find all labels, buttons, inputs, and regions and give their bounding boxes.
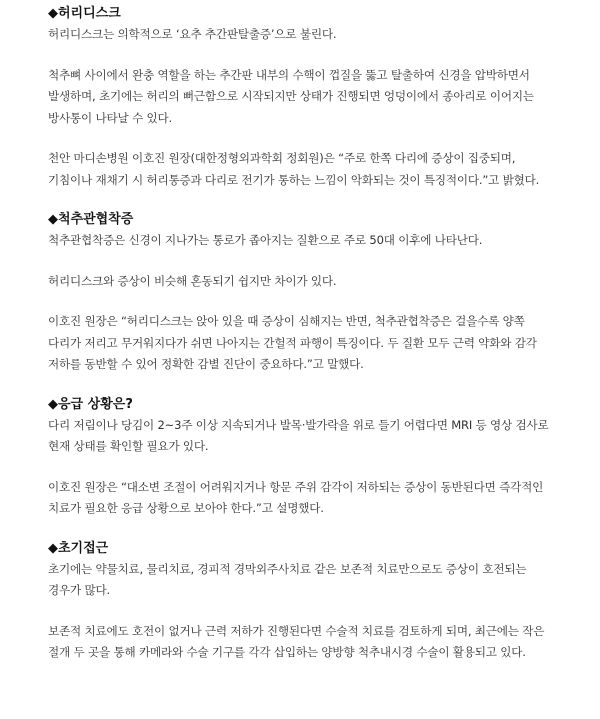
paragraph: 천안 마디손병원 이호진 원장(대한정형외과학회 정회원)은 “주로 한쪽 다리에 증상이 집중되며, 기침이나 재채기 시 허리통증과 다리로 전기가 통하는 느낌이 악화되는 것이 특징적이다.”고 밝혔다. [48, 151, 540, 187]
paragraph: 허리디스크는 의학적으로 ‘요추 추간판탈출증’으로 불린다. [48, 27, 337, 41]
paragraph: 초기에는 약물치료, 물리치료, 경피적 경막외주사치료 같은 보존적 치료만으로도 증상이 호전되는 경우가 많다. [48, 561, 527, 597]
section-heading-initial-approach: ◆초기접근 [48, 540, 109, 556]
section-heading-emergency: ◆응급 상황은? [48, 396, 133, 412]
paragraph: 척추관협착증은 신경이 지나가는 통로가 좁아지는 질환으로 주로 50대 이후에 나타난다. [48, 233, 483, 247]
paragraph: 이호진 원장은 “허리디스크는 앉아 있을 때 증상이 심해지는 반면, 척추관협착증은 걸을수록 양쪽 다리가 저리고 무거워지다가 쉬면 나아지는 간헐적 파행이 특징이다. 두 질환 모두 근력 약화와 감각 저하를 동반할 수 있어 정확한 감별 진단이 중요하다.”고 말했다. [48, 314, 537, 371]
section-heading-disc: ◆허리디스크 [48, 6, 121, 21]
paragraph: 다리 저림이나 당김이 2~3주 이상 지속되거나 발목·발가락을 위로 들기 어렵다면 MRI 등 영상 검사로 현재 상태를 확인할 필요가 있다. [48, 417, 549, 453]
section-heading-stenosis: ◆척추관협착증 [48, 212, 134, 227]
paragraph: 척추뼈 사이에서 완충 역할을 하는 추간판 내부의 수핵이 껍질을 뚫고 탈출하여 신경을 압박하면서 발생하며, 초기에는 허리의 뻐근함으로 시작되지만 상태가 진행되면 엉덩이에서 종아리로 이어지는 방사통이 나타날 수 있다. [48, 67, 534, 125]
paragraph: 보존적 치료에도 호전이 없거나 근력 저하가 진행된다면 수술적 치료를 검토하게 되며, 최근에는 작은 절개 두 곳을 통해 카메라와 수술 기구를 각각 삽입하는 양방향 척추내시경 수술이 활용되고 있다. [48, 623, 545, 659]
paragraph: 이호진 원장은 “대소변 조절이 어려워지거나 항문 주위 감각이 저하되는 증상이 동반된다면 즉각적인 치료가 필요한 응급 상황으로 보아야 한다.”고 설명했다. [48, 479, 544, 515]
paragraph: 허리디스크와 증상이 비슷해 혼동되기 쉽지만 차이가 있다. [48, 273, 337, 288]
